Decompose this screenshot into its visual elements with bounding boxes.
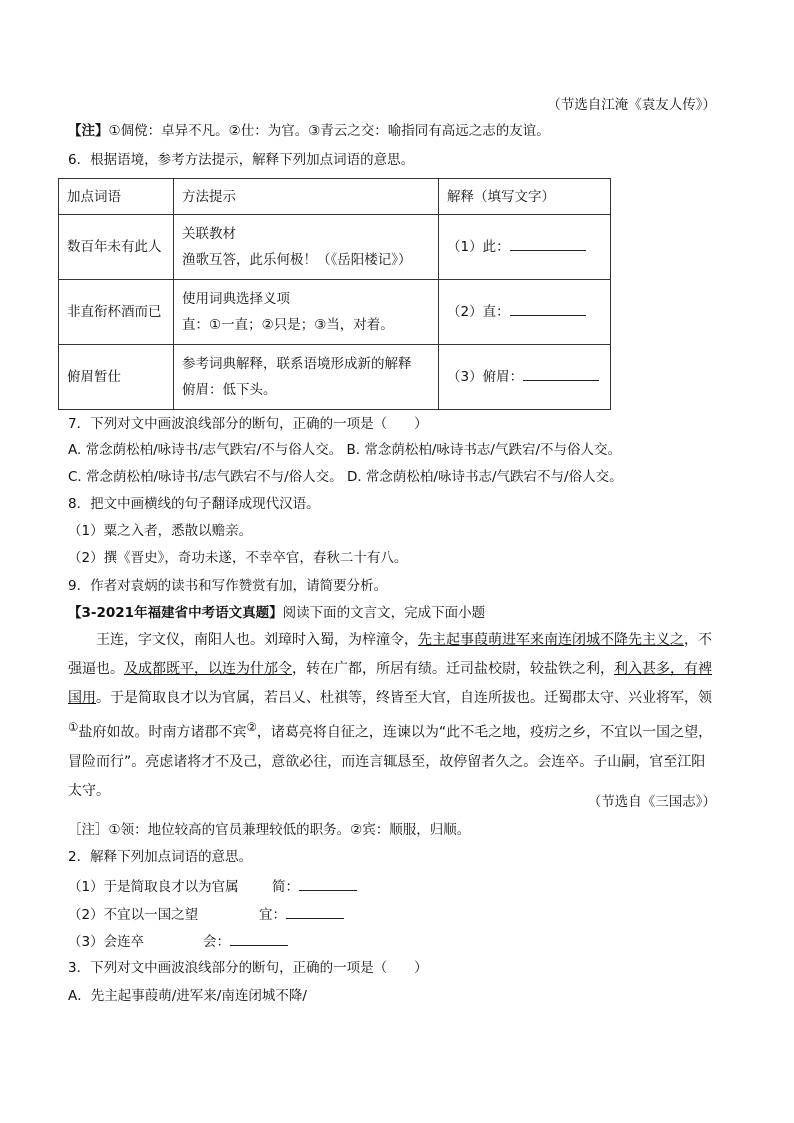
question-6: 6．根据语境，参考方法提示，解释下列加点词语的意思。 <box>68 152 415 168</box>
table-cell-word: 俯眉暂仕 <box>59 345 174 410</box>
table-cell-answer <box>439 215 611 280</box>
table-header-cell: 加点词语 <box>59 179 174 215</box>
q2-item-key: 宜： <box>259 907 286 923</box>
passage-paragraph <box>68 626 718 806</box>
q7-option-line: C. 常念荫松柏/咏诗书/志气跌宕不与/俗人交。 D. 常念荫松柏/咏诗书志/气跌宕不与/俗人交。 <box>68 469 623 485</box>
source-citation-2: （节选自《三国志》） <box>587 794 716 810</box>
table-cell-answer <box>439 280 611 345</box>
table-row <box>59 345 611 410</box>
table-header-row <box>59 179 611 215</box>
section-intro: 阅读下面的文言文，完成下面小题 <box>282 605 486 621</box>
passage-text: 盐府如故。时南方诸郡不宾 <box>78 724 247 741</box>
answer-blank[interactable] <box>510 301 586 316</box>
question-2: 2．解释下列加点词语的意思。 <box>68 849 253 865</box>
section-title: 【3-2021年福建省中考语文真题】 <box>68 605 283 621</box>
hint-line: 关联教材 <box>182 226 236 242</box>
hint-line: 直：①一直；②只是；③当，对着。 <box>182 317 394 333</box>
table-cell-hint <box>174 215 439 280</box>
table-header-cell: 方法提示 <box>174 179 439 215</box>
question-7: 7．下列对文中画波浪线部分的断句，正确的一项是（ ） <box>68 416 428 432</box>
q2-item-text: （3）会连卒 <box>68 934 145 950</box>
note-tag: 【注】 <box>68 123 109 139</box>
table-cell-answer <box>439 345 611 410</box>
q2-item-key: 简： <box>272 879 299 895</box>
answer-blank[interactable] <box>510 236 586 251</box>
table-cell-hint <box>174 345 439 410</box>
answer-label: （2）直： <box>447 304 510 320</box>
q2-item <box>68 904 344 925</box>
q2-item-text: （2）不宜以一国之望 <box>68 907 199 923</box>
answer-blank[interactable] <box>286 904 344 919</box>
table-cell-word: 非直衔杯酒而已 <box>59 280 174 345</box>
method-table <box>58 178 611 410</box>
hint-line: 渔歌互答，此乐何极！（《岳阳楼记》） <box>182 252 412 268</box>
section-heading <box>68 603 485 623</box>
q8-item: （1）粟之入者，悉散以赡亲。 <box>68 523 253 539</box>
table-row <box>59 215 611 280</box>
passage-text: ，不强逼也。 <box>68 632 712 677</box>
table-row <box>59 280 611 345</box>
q3-option: A．先主起事葭萌/进军来/南连闭城不降/ <box>68 988 307 1004</box>
q2-item <box>68 876 357 897</box>
table-cell-word: 数百年未有此人 <box>59 215 174 280</box>
underlined-sentence: 及成都既平，以连为什邡令 <box>124 661 292 677</box>
q2-item-key: 会： <box>203 934 230 950</box>
q2-item-text: （1）于是简取良才以为官属 <box>68 879 239 895</box>
passage-text: ，转在广都，所居有绩。迁司盐校尉，较盐铁之利， <box>292 661 614 677</box>
hint-line: 使用词典选择义项 <box>182 291 290 307</box>
hint-line: 参考词典解释，联系语境形成新的解释 <box>182 356 412 372</box>
q2-item <box>68 931 288 952</box>
question-8: 8．把文中画横线的句子翻译成现代汉语。 <box>68 496 320 512</box>
answer-blank[interactable] <box>230 931 288 946</box>
classical-passage <box>68 626 718 806</box>
source-citation-1: （节选自江淹《袁友人传》） <box>547 97 716 113</box>
answer-label: （1）此： <box>447 239 510 255</box>
answer-blank[interactable] <box>299 876 357 891</box>
note-1 <box>68 121 550 141</box>
q8-item: （2）撰《晋史》，奇功未遂，不幸卒官，春秋二十有八。 <box>68 550 408 566</box>
passage-text: 王连，字文仪，南阳人也。刘璋时入蜀，为梓潼令， <box>96 632 418 648</box>
question-9: 9．作者对袁炳的读书和写作赞赏有加，请简要分析。 <box>68 578 388 594</box>
note-1-text: ①倜傥：卓异不凡。②仕：为官。③青云之交：喻指同有高远之志的友谊。 <box>108 123 550 139</box>
note-2: ［注］①领：地位较高的官员兼理较低的职务。②宾：顺服，归顺。 <box>68 822 471 838</box>
table-header-cell: 解释（填写文字） <box>439 179 611 215</box>
table-cell-hint <box>174 280 439 345</box>
hint-line: 俯眉：低下头。 <box>182 382 277 398</box>
underlined-sentence: 利入甚多，有裨国用 <box>68 661 712 706</box>
passage-text: ，诸葛亮将自征之，连谏以为“此不毛之地，疫疠之乡，不宜以一国之望，冒险而行”。亮虑诸将才不及己，意欲必往，而连言辄恳至，故停留者久之。会连卒。子山嗣，官至江阳太守。 <box>68 724 713 799</box>
wavy-underlined-text: 先主起事葭萌进军来南连闭城不降先主义之 <box>418 632 684 648</box>
question-3: 3．下列对文中画波浪线部分的断句，正确的一项是（ ） <box>68 960 428 976</box>
q7-option-line: A. 常念荫松柏/咏诗书/志气跌宕/不与俗人交。 B. 常念荫松柏/咏诗书志/气跌宕/不与俗人交。 <box>68 442 622 458</box>
answer-label: （3）俯眉： <box>447 369 524 385</box>
footnote-marker: ① <box>68 720 79 734</box>
passage-text: 。于是简取良才以为官属，若吕乂、杜祺等，终皆至大官，自连所拔也。迁蜀郡太守、兴业将军，领 <box>96 690 712 706</box>
footnote-marker: ② <box>246 720 257 734</box>
answer-blank[interactable] <box>523 366 599 381</box>
